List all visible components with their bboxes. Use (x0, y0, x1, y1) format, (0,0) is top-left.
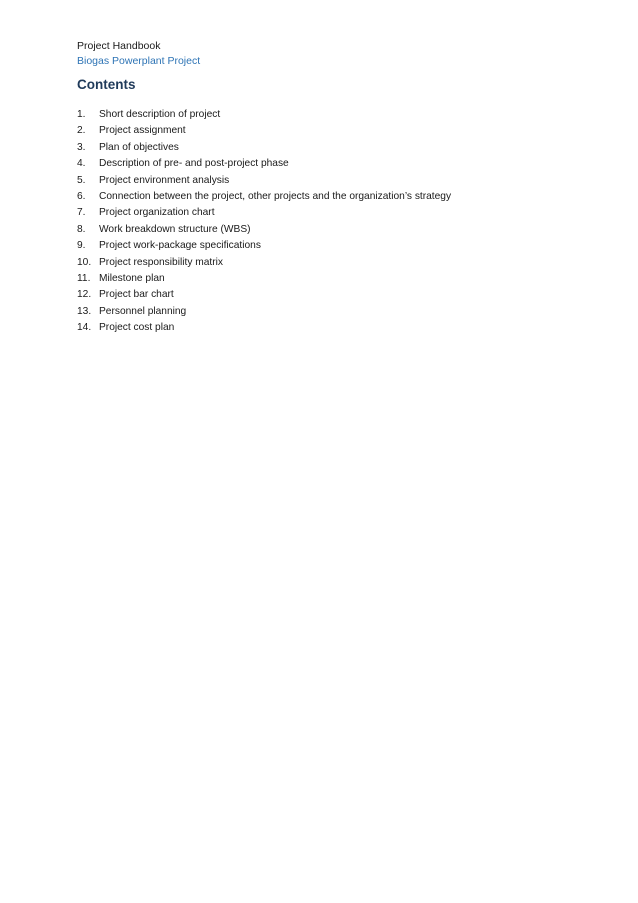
page-header (77, 39, 200, 69)
toc-item (77, 140, 451, 156)
toc-item (77, 205, 451, 221)
toc-item-label: Personnel planning (99, 305, 187, 317)
document-title: Project Handbook (77, 40, 161, 52)
toc-item-number: 1. (77, 109, 86, 120)
toc-item (77, 123, 451, 139)
contents-heading: Contents (77, 77, 136, 92)
toc-item-label: Connection between the project, other projects and the organization’s strategy (99, 190, 452, 202)
toc-item-number: 6. (77, 190, 86, 202)
toc-item-label: Project environment analysis (99, 174, 230, 186)
toc-item-number: 7. (77, 207, 86, 219)
toc-item-label: Project cost plan (99, 322, 175, 334)
toc-item-number: 3. (77, 141, 86, 153)
toc-item (77, 238, 451, 254)
toc-item (77, 222, 451, 238)
toc-item (77, 320, 451, 336)
toc-item-number: 4. (77, 158, 86, 170)
toc-item (77, 156, 451, 172)
toc-item (77, 287, 451, 303)
toc-item (77, 304, 451, 320)
toc-item (77, 271, 451, 287)
toc-item-label: Work breakdown structure (WBS) (99, 223, 251, 235)
toc-item-label: Project responsibility matrix (99, 256, 223, 268)
toc-item (77, 255, 451, 271)
toc-item-number: 13. (77, 305, 92, 317)
toc-item-label: Project bar chart (99, 289, 174, 301)
table-of-contents (77, 107, 451, 336)
toc-item-number: 11. (77, 272, 91, 284)
toc-item (77, 173, 451, 189)
toc-item (77, 189, 451, 205)
toc-item-number: 8. (77, 223, 86, 235)
toc-item-number: 2. (77, 125, 86, 137)
toc-item-number: 12. (77, 289, 92, 301)
project-name: Biogas Powerplant Project (77, 55, 201, 67)
toc-item-label: Description of pre- and post-project phase (99, 158, 289, 170)
toc-item-label: Project organization chart (99, 207, 215, 219)
toc-item-label: Project assignment (99, 125, 186, 137)
toc-item-number: 5. (77, 174, 86, 186)
toc-item-label: Milestone plan (99, 272, 165, 284)
toc-item-label: Project work-package specifications (99, 240, 261, 252)
toc-item-label: Plan of objectives (99, 141, 179, 153)
toc-item-number: 10. (77, 256, 92, 268)
toc-item-label: Short description of project (99, 109, 221, 120)
toc-item-number: 14. (77, 322, 92, 334)
toc-item (77, 107, 451, 123)
toc-item-number: 9. (77, 240, 86, 252)
